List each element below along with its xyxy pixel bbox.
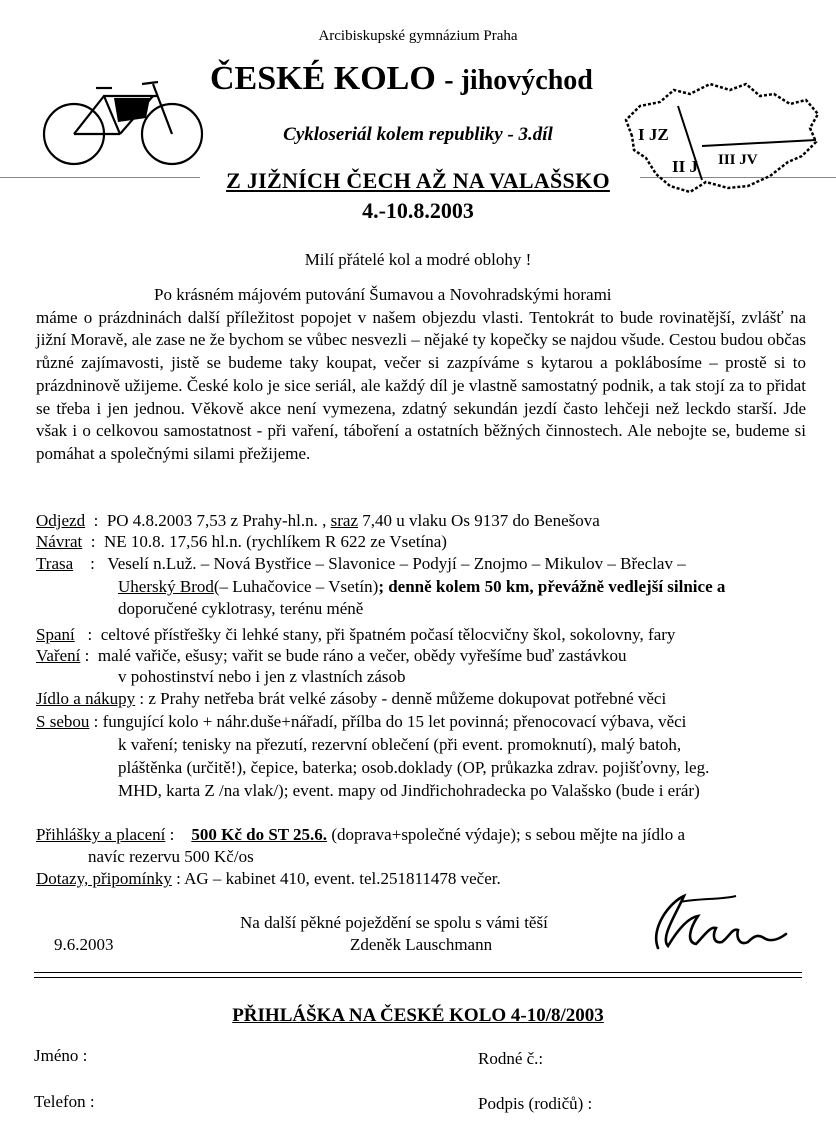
cooking-row: Vaření : malé vařiče, ešusy; vařit se bude ráno a večer, obědy vyřešíme buď zastávkou [36, 646, 627, 665]
phone-field-label: Telefon : [34, 1092, 95, 1111]
page-title [210, 60, 593, 98]
bring-line-2: k vaření; tenisky na přezutí, rezervní oblečení (při event. promoknutí), malý batoh, [118, 735, 682, 754]
route-line-2c: ; denně kolem 50 km, převážně vedlejší silnice a [378, 577, 726, 596]
cooking-line-1: malé vařiče, ešusy; vařit se bude ráno a večer, obědy vyřešíme buď zastávkou [97, 646, 627, 665]
signature [640, 888, 790, 960]
map-label-3: III JV [718, 152, 758, 168]
bring-row: S sebou : fungující kolo + náhr.duše+nářadí, přílba do 15 let povinná; přenocovací výbava, věci [36, 712, 687, 731]
title-sub: - jihovýchod [444, 65, 593, 96]
payment-row: Přihlášky a placení : 500 Kč do ST 25.6. (doprava+společné výdaje); s sebou mějte na jídlo a [36, 825, 686, 844]
letter-greeting: Milí přátelé kol a modré oblohy ! [304, 250, 532, 269]
signature-field-label: Podpis (rodičů) : [478, 1094, 593, 1113]
map-label-2: II J [672, 157, 698, 176]
event-dates: 4.-10.8.2003 [362, 198, 474, 223]
school-name: Arcibiskupské gymnázium Praha [318, 28, 518, 44]
intro-body: máme o prázdninách další příležitost popojet v našem objezdu vlasti. Tentokrát to bude rovinatější, zvlášť na jižní Moravě, ale zase ne že bychom se vůbec nesvezli – nějaké ty kopečky se najdou všude. Cestou budou občas různé zajímavosti, jistě se budeme taky koupat, večer si zazpíváme s kytarou a poklábosíme – prostě si to prázdninově užijeme. České kolo je sice seriál, ale každý díl je vlastně samostatný podnik, a tak stojí za to přidat se třeba i jen jednou. Věkově akce není vymezena, zdatný sekundán jezdí často lehčeji než leckdo starší. Jde však i o celkovou samostatnost - při vaření, táboření a ostatních běžných činnostech. Ale nebojte se, budeme si pomáhat a společnými silami přežijeme. [36, 307, 806, 463]
closing-name: Zdeněk Lauschmann [350, 935, 493, 954]
route-line-3: doporučené cyklotrasy, terénu méně [118, 599, 364, 618]
payment-text: (doprava+společné výdaje); s sebou mějte na jídlo a [331, 825, 686, 844]
intro-paragraph [36, 284, 806, 466]
departure-value: PO 4.8.2003 7,53 z Prahy-hl.n. , [106, 511, 327, 530]
separator-top [34, 972, 802, 973]
payment-amount: 500 Kč do ST 25.6. [191, 825, 328, 844]
serial-subtitle: Cykloseriál kolem republiky - 3.díl [283, 124, 553, 145]
sleeping-row: Spaní : celtové přístřešky či lehké stany, při špatném počasí tělocvičny škol, sokolovny, fary [36, 625, 676, 644]
food-label: Jídlo a nákupy [36, 689, 136, 708]
return-value: NE 10.8. 17,56 hl.n. (rychlíkem R 622 ze Vsetína) [104, 532, 447, 551]
cooking-label: Vaření [36, 646, 81, 665]
bring-label: S sebou [36, 712, 90, 731]
departure-row: Odjezd : PO 4.8.2003 7,53 z Prahy-hl.n. , sraz 7,40 u vlaku Os 9137 do Benešova [36, 511, 600, 530]
sleeping-label: Spaní [36, 625, 75, 644]
name-field-label: Jméno : [34, 1046, 88, 1065]
closing-line-1: Na další pěkné poježdění se spolu s vámi těší [240, 913, 548, 932]
czech-map-icon [620, 76, 825, 206]
return-row: Návrat : NE 10.8. 17,56 hl.n. (rychlíkem R 622 ze Vsetína) [36, 532, 447, 551]
birth-number-label: Rodné č.: [478, 1049, 544, 1068]
payment-line-2: navíc rezervu 500 Kč/os [88, 847, 254, 866]
route-line-2a: Uherský Brod [118, 577, 214, 596]
food-value: : z Prahy netřeba brát velké zásoby - denně můžeme dokupovat potřebné věci [139, 689, 667, 708]
title-main: ČESKÉ KOLO [210, 60, 436, 97]
bring-line-3: pláštěnka (určitě!), čepice, baterka; osob.doklady (OP, průkazka zdrav. pojišťovny, leg. [118, 758, 710, 777]
route-line-2 [118, 576, 725, 598]
route-title: Z JIŽNÍCH ČECH AŽ NA VALAŠSKO [226, 168, 610, 193]
meeting-label: sraz [330, 511, 359, 530]
questions-row [36, 868, 501, 890]
questions-value: : AG – kabinet 410, event. tel.251811478 večer. [176, 869, 501, 888]
sleeping-value: celtové přístřešky či lehké stany, při špatném počasí tělocvičny škol, sokolovny, fary [100, 625, 676, 644]
departure-value-b: 7,40 u vlaku Os 9137 do Benešova [362, 511, 600, 530]
return-label: Návrat [36, 532, 83, 551]
food-row [36, 688, 666, 710]
questions-label: Dotazy, připomínky [36, 869, 172, 888]
intro-first-line: Po krásném májovém putování Šumavou a Novohradskými horami [154, 285, 612, 304]
cooking-line-2: v pohostinství nebo i jen z vlastních zásob [118, 667, 406, 686]
route-line-1: Veselí n.Luž. – Nová Bystřice – Slavonice – Podyjí – Znojmo – Mikulov – Břeclav – [107, 554, 686, 573]
payment-label: Přihlášky a placení [36, 825, 166, 844]
route-row: Trasa : Veselí n.Luž. – Nová Bystřice – Slavonice – Podyjí – Znojmo – Mikulov – Břeclav – [36, 554, 686, 573]
separator-bottom [34, 977, 802, 978]
route-label: Trasa [36, 554, 74, 573]
departure-label: Odjezd [36, 511, 86, 530]
map-label-1: I JZ [638, 125, 669, 144]
route-line-2b: (– Luhačovice – Vsetín) [213, 577, 379, 596]
bring-line-1: fungující kolo + náhr.duše+nářadí, přílba do 15 let povinná; přenocovací výbava, věci [102, 712, 687, 731]
closing-date: 9.6.2003 [54, 935, 114, 954]
bring-line-4: MHD, karta Z /na vlak/); event. mapy od Jindřichohradecka po Valašsko (bude i erár) [118, 781, 700, 800]
registration-title: PŘIHLÁŠKA NA ČESKÉ KOLO 4-10/8/2003 [232, 1005, 604, 1026]
